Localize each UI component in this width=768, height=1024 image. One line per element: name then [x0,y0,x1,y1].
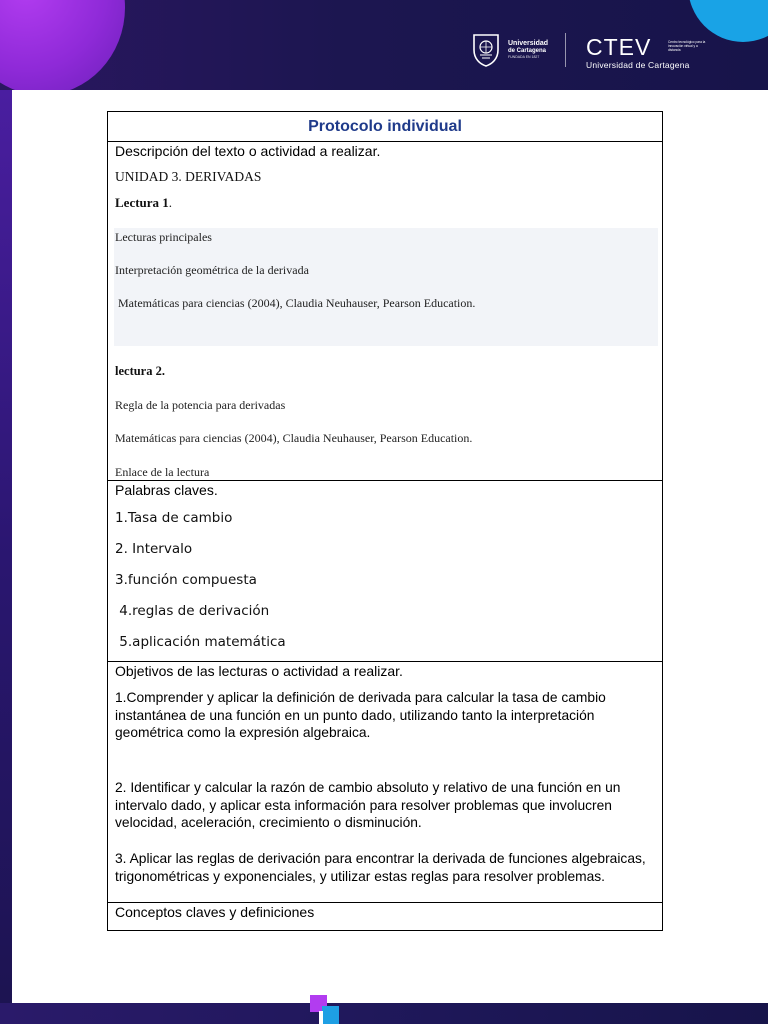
objectives-section [108,662,662,903]
section-heading: Objetivos de las lecturas o actividad a realizar. [115,663,403,679]
concepts-section [108,903,662,930]
lectura-1-label: Lectura 1 [115,195,169,210]
keywords-section [108,481,662,662]
lectura-1-heading [115,195,172,211]
university-crest-icon [470,32,502,68]
ctev-subtitle: Universidad de Cartagena [586,60,690,70]
bottom-frame-bar [0,1003,768,1024]
reading-highlight [114,228,658,346]
logo-line-2: de Cartagena [508,47,547,54]
lectura-1-dot: . [168,195,173,210]
keyword-item: 5.aplicación matemática [115,634,286,650]
keyword-item: 4.reglas de derivación [115,603,270,619]
objective-item: 3. Aplicar las reglas de derivación para encontrar la derivada de funciones algebraicas, trigonométricas y exponenciales, y utilizar estas reglas para resolver problemas. [115,851,646,884]
reading-line: Regla de la potencia para derivadas [115,398,286,412]
unit-title: UNIDAD 3. DERIVADAS [115,169,262,184]
reading-line: Lecturas principales [115,230,212,244]
cyan-decor-shape [688,0,768,42]
reading-line: Interpretación geométrica de la derivada [115,263,309,277]
keyword-item: 1.Tasa de cambio [115,510,233,526]
reading-line: Matemáticas para ciencias (2004), Claudia Neuhauser, Pearson Education. [115,296,476,310]
logo-line-1: Universidad [508,40,549,48]
title-row [108,112,662,142]
objective-item: 1.Comprender y aplicar la definición de derivada para calcular la tasa de cambio instantánea de una función en un punto dado, utilizando tanto la interpretación geométrica como la expresión algebraica. [115,690,606,740]
lectura-2-heading: lectura 2. [115,364,165,378]
white-bar-decor [319,1011,323,1024]
description-section [108,142,662,481]
keyword-item: 3.función compuesta [115,572,257,588]
purple-decor-shape [0,0,125,90]
logo-line-3: FUNDADA EN 1827 [508,54,540,59]
universidad-logo [470,30,548,70]
reading-link[interactable]: Enlace de la lectura [115,465,210,479]
section-heading: Descripción del texto o actividad a realizar. [115,143,381,159]
section-heading: Palabras claves. [115,482,218,498]
logo-divider [565,33,566,67]
section-heading: Conceptos claves y definiciones [115,904,315,920]
ctev-brand: CTEV [586,34,652,60]
keyword-item: 2. Intervalo [115,541,193,557]
reading-line: Matemáticas para ciencias (2004), Claudia Neuhauser, Pearson Education. [115,431,473,445]
cyan-square-decor [322,1006,339,1024]
protocol-table [107,111,663,931]
objective-item: 2. Identificar y calcular la razón de cambio absoluto y relativo de una función en un intervalo dado, y aplicar esta información para resolver problemas que involucren velocidad, aceleración, crecimiento o disminución. [115,780,621,830]
ctev-tagline: Centro tecnológico para la innovación virtual y a distancia [668,40,706,52]
page-title: Protocolo individual [308,117,462,135]
left-frame-bar [0,90,12,1024]
